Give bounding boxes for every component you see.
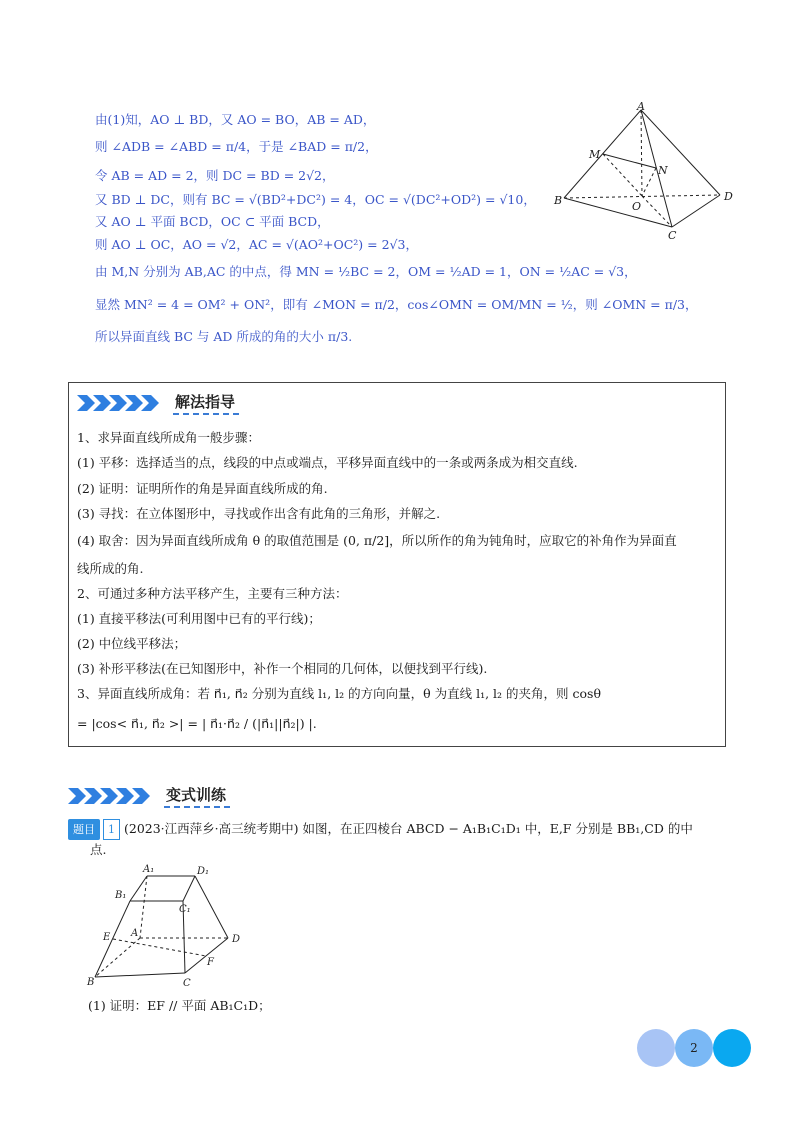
page-number: 2 bbox=[675, 1029, 713, 1067]
problem-part-1: (1) 证明：EF // 平面 AB₁C₁D； bbox=[88, 998, 271, 1013]
page-circle-right bbox=[713, 1029, 751, 1067]
guide-line: (3) 补形平移法(在已知图形中，补作一个相同的几何体，以便找到平行线). bbox=[77, 661, 488, 676]
guide-line: (2) 证明：证明所作的角是异面直线所成的角. bbox=[77, 481, 328, 496]
problem-tag: 题目 bbox=[68, 819, 100, 840]
problem-block bbox=[68, 819, 728, 859]
point-label: N bbox=[658, 164, 668, 177]
point-label: D₁ bbox=[197, 866, 210, 877]
point-label: D bbox=[232, 934, 241, 945]
problem-text-cont: 点. bbox=[90, 842, 107, 857]
chevron-arrows-icon bbox=[77, 393, 167, 413]
solution-line: 又 AO ⊥ 平面 BCD，OC ⊂ 平面 BCD， bbox=[95, 214, 330, 229]
solution-line: 显然 MN² = 4 = OM² + ON²，即有 ∠MON = π/2，cos∠OMN = OM/MN = ½，则 ∠OMN = π/3， bbox=[95, 297, 698, 312]
point-label: F bbox=[207, 957, 214, 968]
point-label: A bbox=[637, 100, 645, 113]
guide-line: (3) 寻找：在立体图形中，寻找或作出含有此角的三角形，并解之. bbox=[77, 506, 441, 521]
point-label: C bbox=[183, 978, 191, 989]
problem-text: (2023·江西萍乡·高三统考期中) 如图，在正四棱台 ABCD − A₁B₁C₁D₁ 中，E,F 分别是 BB₁,CD 的中 bbox=[123, 821, 693, 836]
guide-line: 2、可通过多种方法平移产生，主要有三种方法： bbox=[77, 586, 348, 601]
point-label: B bbox=[87, 977, 95, 988]
solution-line: 所以异面直线 BC 与 AD 所成的角的大小 π/3. bbox=[95, 329, 353, 344]
practice-title: 变式训练 bbox=[164, 784, 230, 808]
point-label: E bbox=[103, 932, 111, 943]
guide-line: 1、求异面直线所成角一般步骤： bbox=[77, 430, 260, 445]
point-label: D bbox=[724, 190, 733, 203]
practice-banner bbox=[68, 784, 230, 808]
solution-line: 则 AO ⊥ OC，AO = √2，AC = √(AO²+OC²) = 2√3， bbox=[95, 237, 418, 252]
guide-line: (1) 平移：选择适当的点，线段的中点或端点，平移异面直线中的一条或两条成为相交直线. bbox=[77, 455, 578, 470]
guide-line: 线所成的角. bbox=[77, 561, 144, 576]
point-label: O bbox=[632, 200, 642, 213]
guide-banner bbox=[77, 391, 239, 415]
guide-line: = |cos< n⃗₁, n⃗₂ >| = | n⃗₁·n⃗₂ / (|n⃗₁||n⃗₂|) |. bbox=[77, 716, 317, 731]
point-label: A bbox=[131, 928, 139, 939]
guide-line: (1) 直接平移法(可利用图中已有的平行线)； bbox=[77, 611, 321, 626]
frustum-figure bbox=[85, 860, 255, 990]
point-label: B bbox=[554, 194, 563, 207]
solution-line: 由(1)知，AO ⊥ BD，又 AO = BO，AB = AD， bbox=[95, 112, 376, 127]
tetrahedron-figure bbox=[550, 100, 740, 245]
page-circle-left bbox=[637, 1029, 675, 1067]
point-label: C₁ bbox=[179, 904, 191, 915]
problem-number: 1 bbox=[103, 819, 120, 840]
solution-line: 则 ∠ADB = ∠ABD = π/4，于是 ∠BAD = π/2， bbox=[95, 139, 378, 154]
solution-line: 又 BD ⊥ DC，则有 BC = √(BD²+DC²) = 4，OC = √(DC²+OD²) = √10， bbox=[95, 192, 536, 207]
solution-line: 由 M,N 分别为 AB,AC 的中点，得 MN = ½BC = 2，OM = ½AD = 1，ON = ½AC = √3， bbox=[95, 264, 637, 279]
chevron-arrows-icon bbox=[68, 786, 158, 806]
point-label: C bbox=[668, 229, 677, 242]
guide-line: 3、异面直线所成角：若 n⃗₁, n⃗₂ 分别为直线 l₁, l₂ 的方向向量，θ 为直线 l₁, l₂ 的夹角，则 cosθ bbox=[77, 686, 601, 701]
point-label: M bbox=[589, 148, 601, 161]
guide-line: (2) 中位线平移法； bbox=[77, 636, 187, 651]
page-indicator bbox=[637, 1029, 752, 1067]
method-guide-box bbox=[68, 382, 726, 747]
point-label: A₁ bbox=[143, 864, 155, 875]
guide-title: 解法指导 bbox=[173, 391, 239, 415]
point-label: B₁ bbox=[115, 890, 127, 901]
guide-line: (4) 取舍：因为异面直线所成角 θ 的取值范围是 (0, π/2]，所以所作的角为钝角时，应取它的补角作为异面直 bbox=[77, 533, 677, 548]
solution-line: 令 AB = AD = 2，则 DC = BD = 2√2， bbox=[95, 168, 335, 183]
